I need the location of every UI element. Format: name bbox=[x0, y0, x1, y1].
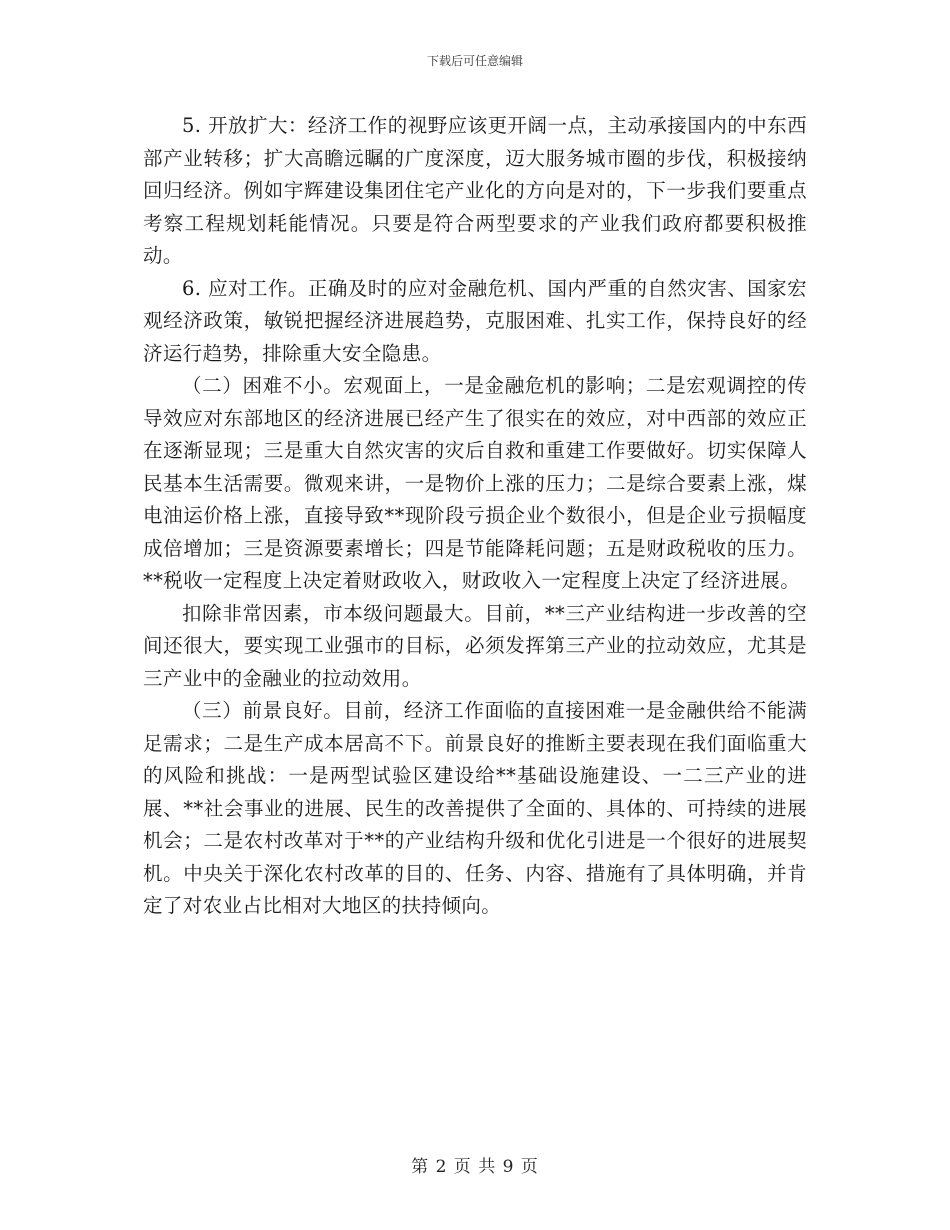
paragraph-city-level-issues: 扣除非常因素，市本级问题最大。目前，**三产业结构进一步改善的空间还很大，要实现工业强市的目标，必须发挥第三产业的拉动效应，尤其是三产业中的金融业的拉动效用。 bbox=[143, 601, 807, 690]
paragraph-difficulties: （二）困难不小。宏观面上，一是金融危机的影响；二是宏观调控的传导效应对东部地区的经济进展已经产生了很实在的效应，对中西部的效应正在逐渐显现；三是重大自然灾害的灾后自救和重建工作要做好。切实保障人民基本生活需要。微观来讲，一是物价上涨的压力；二是综合要素上涨，煤电油运价格上涨，直接导致**现阶段亏损企业个数很小，但是企业亏损幅度成倍增加；三是资源要素增长；四是节能降耗问题；五是财政税收的压力。**税收一定程度上决定着财政收入，财政收入一定程度上决定了经济进展。 bbox=[143, 374, 807, 592]
paragraph-response-work: 6. 应对工作。正确及时的应对金融危机、国内严重的自然灾害、国家宏观经济政策，敏锐把握经济进展趋势，克服困难、扎实工作，保持良好的经济运行趋势，排除重大安全隐患。 bbox=[143, 276, 807, 365]
page-number-footer: 第 2 页 共 9 页 bbox=[411, 1157, 539, 1177]
document-body bbox=[143, 110, 807, 923]
paragraph-good-prospects: （三）前景良好。目前，经济工作面临的直接困难一是金融供给不能满足需求；二是生产成本居高不下。前景良好的推断主要表现在我们面临重大的风险和挑战：一是两型试验区建设给**基础设施建设、一二三产业的进展、**社会事业的进展、民生的改善提供了全面的、具体的、可持续的进展机会；二是农村改革对于**的产业结构升级和优化引进是一个很好的进展契机。中央关于深化农村改革的目的、任务、内容、措施有了具体明确，并肯定了对农业占比相对大地区的扶持倾向。 bbox=[143, 699, 807, 917]
paragraph-opening-expansion: 5. 开放扩大：经济工作的视野应该更开阔一点，主动承接国内的中东西部产业转移；扩大高瞻远瞩的广度深度，迈大服务城市圈的步伐，积极接纳回归经济。例如宇辉建设集团住宅产业化的方向是对的，下一步我们要重点考察工程规划耗能情况。只要是符合两型要求的产业我们政府都要积极推动。 bbox=[143, 114, 807, 267]
page-header-note: 下载后可任意编辑 bbox=[426, 54, 523, 68]
